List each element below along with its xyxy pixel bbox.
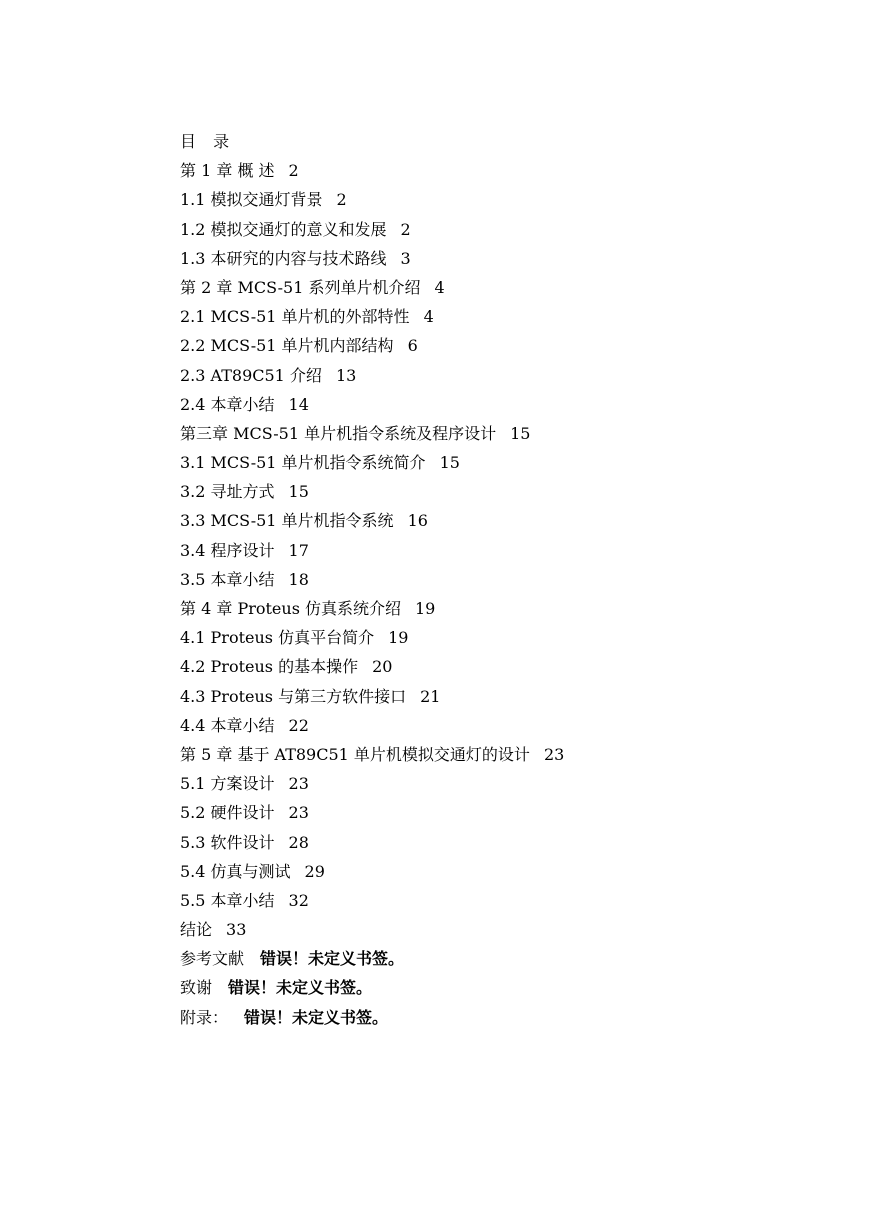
toc-entry[interactable]	[180, 828, 564, 857]
toc-entry[interactable]	[180, 156, 564, 185]
toc-entry-page: 19	[415, 599, 436, 618]
toc-entry-text: 第 1 章 概 述	[180, 161, 275, 181]
toc-entry[interactable]	[180, 711, 564, 740]
toc-entry-text: 结论	[180, 920, 213, 940]
toc-entry[interactable]	[180, 769, 564, 798]
toc-entry-text: 4.3 Proteus 与第三方软件接口	[180, 686, 407, 706]
toc-entry-text: 3.2 寻址方式	[180, 482, 275, 502]
toc-entry-text: 5.1 方案设计	[180, 774, 275, 794]
toc-entry-text: 参考文献	[180, 949, 245, 969]
toc-entry-page: 19	[388, 628, 409, 648]
toc-entry-text: 1.2 模拟交通灯的意义和发展	[180, 219, 387, 239]
toc-entry[interactable]	[180, 215, 564, 244]
toc-entry-text: 1.1 模拟交通灯背景	[180, 190, 323, 210]
toc-entry[interactable]	[180, 594, 564, 623]
toc-entry[interactable]	[180, 331, 564, 360]
toc-entry-text: 2.2 MCS-51 单片机内部结构	[180, 336, 394, 356]
toc-entry-text: 附录：	[180, 1007, 229, 1027]
toc-entry-text: 3.1 MCS-51 单片机指令系统简介	[180, 453, 426, 473]
toc-entry-page: 17	[288, 540, 309, 560]
toc-entry-text: 第 5 章 基于 AT89C51 单片机模拟交通灯的设计	[180, 744, 530, 764]
toc-entry[interactable]	[180, 915, 564, 944]
toc-entry[interactable]	[180, 448, 564, 477]
table-of-contents	[180, 127, 564, 1032]
toc-entry-text: 5.2 硬件设计	[180, 803, 275, 823]
toc-entry-page: 18	[288, 569, 309, 589]
toc-entry[interactable]	[180, 652, 564, 681]
toc-entry-page: 29	[304, 861, 325, 881]
toc-entry-text: 2.1 MCS-51 单片机的外部特性	[180, 307, 410, 327]
bookmark-error-text: 错误！未定义书签。	[244, 1007, 389, 1027]
toc-entry-text: 4.4 本章小结	[180, 715, 275, 735]
bookmark-error-text: 错误！未定义书签。	[228, 978, 373, 998]
toc-entry[interactable]	[180, 798, 564, 827]
toc-entry[interactable]	[180, 361, 564, 390]
toc-entry-text: 第 2 章 MCS-51 系列单片机介绍	[180, 277, 421, 297]
toc-entry-page: 4	[434, 277, 445, 297]
toc-entry[interactable]	[180, 886, 564, 915]
toc-entry-page: 20	[372, 657, 393, 677]
toc-entry[interactable]	[180, 857, 564, 886]
toc-entry[interactable]	[180, 390, 564, 419]
toc-entry[interactable]	[180, 565, 564, 594]
toc-entry[interactable]	[180, 273, 564, 302]
toc-entry-text: 3.4 程序设计	[180, 540, 275, 560]
toc-entry[interactable]	[180, 740, 564, 769]
toc-entry-text: 4.2 Proteus 的基本操作	[180, 657, 359, 677]
toc-entry[interactable]	[180, 477, 564, 506]
toc-entry-text: 3.3 MCS-51 单片机指令系统	[180, 511, 394, 531]
toc-entry-page: 23	[543, 744, 565, 764]
toc-entry-page: 28	[288, 832, 309, 852]
toc-entry[interactable]	[180, 302, 564, 331]
toc-entry[interactable]	[180, 623, 564, 652]
toc-entry-page: 23	[288, 803, 309, 823]
toc-entry-page: 6	[407, 336, 418, 356]
toc-entry-text: 5.5 本章小结	[180, 890, 275, 910]
toc-entry[interactable]	[180, 682, 564, 711]
toc-entry[interactable]	[180, 244, 564, 273]
toc-entry-page: 2	[336, 190, 347, 210]
toc-entry-page: 15	[288, 482, 309, 502]
toc-entry-page: 13	[335, 365, 357, 385]
toc-entry-page: 16	[407, 511, 428, 531]
toc-entry-text: 第三章 MCS-51 单片机指令系统及程序设计	[180, 423, 497, 443]
toc-entry-page: 3	[400, 248, 411, 268]
toc-title: 目 录	[180, 132, 236, 151]
toc-entry-text: 5.4 仿真与测试	[180, 861, 291, 881]
toc-entry-page: 33	[226, 920, 247, 940]
toc-entry-text: 3.5 本章小结	[180, 569, 275, 589]
toc-entry-page: 32	[288, 890, 309, 910]
toc-entry-page: 4	[423, 307, 434, 327]
toc-entry-page: 23	[288, 774, 309, 794]
toc-entry-page: 15	[510, 423, 531, 443]
toc-entry-page: 2	[288, 161, 299, 181]
toc-entry-page: 21	[420, 686, 441, 706]
toc-entry[interactable]	[180, 185, 564, 214]
toc-entry-text: 致谢	[180, 978, 213, 998]
toc-entry-text: 5.3 软件设计	[180, 832, 275, 852]
toc-entry-text: 4.1 Proteus 仿真平台简介	[180, 628, 375, 648]
toc-entry-text: 2.3 AT89C51 介绍	[180, 365, 322, 385]
toc-entry-text: 2.4 本章小结	[180, 394, 275, 414]
toc-entry-page: 22	[288, 715, 309, 735]
toc-entry-page: 15	[439, 453, 460, 473]
toc-entry[interactable]	[180, 506, 564, 535]
toc-entry[interactable]	[180, 419, 564, 448]
toc-entry-appendix[interactable]	[180, 1003, 564, 1032]
toc-entry-page: 2	[400, 219, 411, 239]
toc-entry[interactable]	[180, 536, 564, 565]
toc-entry-text: 第 4 章 Proteus 仿真系统介绍	[180, 599, 401, 618]
toc-entry-text: 1.3 本研究的内容与技术路线	[180, 248, 387, 268]
toc-entry-acknowledgements[interactable]	[180, 973, 564, 1002]
toc-entry-references[interactable]	[180, 944, 564, 973]
toc-entry-page: 14	[288, 394, 309, 414]
bookmark-error-text: 错误！未定义书签。	[260, 949, 405, 969]
